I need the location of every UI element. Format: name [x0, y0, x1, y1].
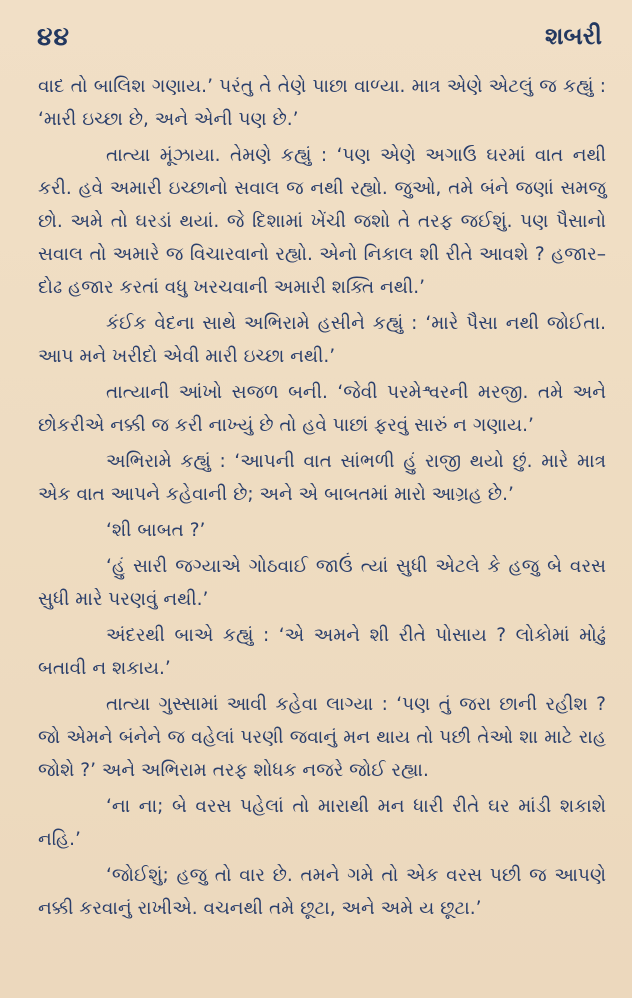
- paragraph: તાત્યા ગુસ્સામાં આવી કહેવા લાગ્યા : ‘પણ તું જરા છાની રહીશ ? જો એમને બંનેને જ વહેલાં પરણી જવાનું મન થાય તો પછી તેઓ શા માટે રાહ જોશે ?’ અને અભિરામ તરફ શોધક નજરે જોઈ રહ્યા.: [38, 694, 606, 781]
- paragraph: અંદરથી બાએ કહ્યું : ‘એ અમને શી રીતે પોસાય ? લોકોમાં મોઢું બતાવી ન શકાય.’: [38, 625, 606, 679]
- page-number: ૪૪: [37, 22, 71, 51]
- running-title: શબરી: [544, 22, 602, 50]
- paragraph: અભિરામે કહ્યું : ‘આપની વાત સાંભળી હું રાજી થયો છું. મારે માત્ર એક વાત આપને કહેવાની છે; અને એ બાબતમાં મારો આગ્રહ છે.’: [38, 451, 606, 505]
- paragraph: ‘જોઈશું; હજુ તો વાર છે. તમને ગમે તો એક વરસ પછી જ આપણે નક્કી કરવાનું રાખીએ. વચનથી તમે છૂટા, અને અમે ય છૂટા.’: [38, 865, 606, 919]
- paragraph: ‘શી બાબત ?’: [106, 520, 206, 541]
- paragraph: વાદ તો બાલિશ ગણાય.’ પરંતુ તે તેણે પાછા વાળ્યા. માત્ર એણે એટલું જ કહ્યું : ‘મારી ઇચ્છા છે, અને એની પણ છે.’: [38, 76, 606, 130]
- paragraph: ‘ના ના; બે વરસ પહેલાં તો મારાથી મન ધારી રીતે ઘર માંડી શકાશે નહિ.’: [38, 796, 606, 850]
- paragraph: તાત્યાની આંખો સજળ બની. ‘જેવી પરમેશ્વરની મરજી. તમે અને છોકરીએ નક્કી જ કરી નાખ્યું છે તો હવે પાછાં ફરવું સારું ન ગણાય.’: [38, 382, 606, 436]
- paragraph: તાત્યા મૂંઝાયા. તેમણે કહ્યું : ‘પણ એણે અગાઉ ઘરમાં વાત નથી કરી. હવે અમારી ઇચ્છાનો સવાલ જ નથી રહ્યો. જુઓ, તમે બંને જણાં સમજુ છો. અમે તો ઘરડાં થયાં. જે દિશામાં ખેંચી જશો તે તરફ જઈશું. પણ પૈસાનો સવાલ તો અમારે જ વિચારવાનો રહ્યો. એનો નિકાલ શી રીતે આવશે ? હજાર–દોઢ હજાર કરતાં વધુ ખરચવાની અમારી શક્તિ નથી.’: [38, 145, 606, 298]
- paragraph: ‘હું સારી જગ્યાએ ગોઠવાઈ જાઉં ત્યાં સુધી એટલે કે હજુ બે વરસ સુધી મારે પરણવું નથી.’: [38, 556, 606, 610]
- body-text: [38, 70, 606, 928]
- paragraph: કંઈક વેદના સાથે અભિરામે હસીને કહ્યું : ‘મારે પૈસા નથી જોઈતા. આપ મને ખરીદો એવી મારી ઇચ્છા નથી.’: [38, 313, 606, 367]
- page-header: [0, 0, 632, 60]
